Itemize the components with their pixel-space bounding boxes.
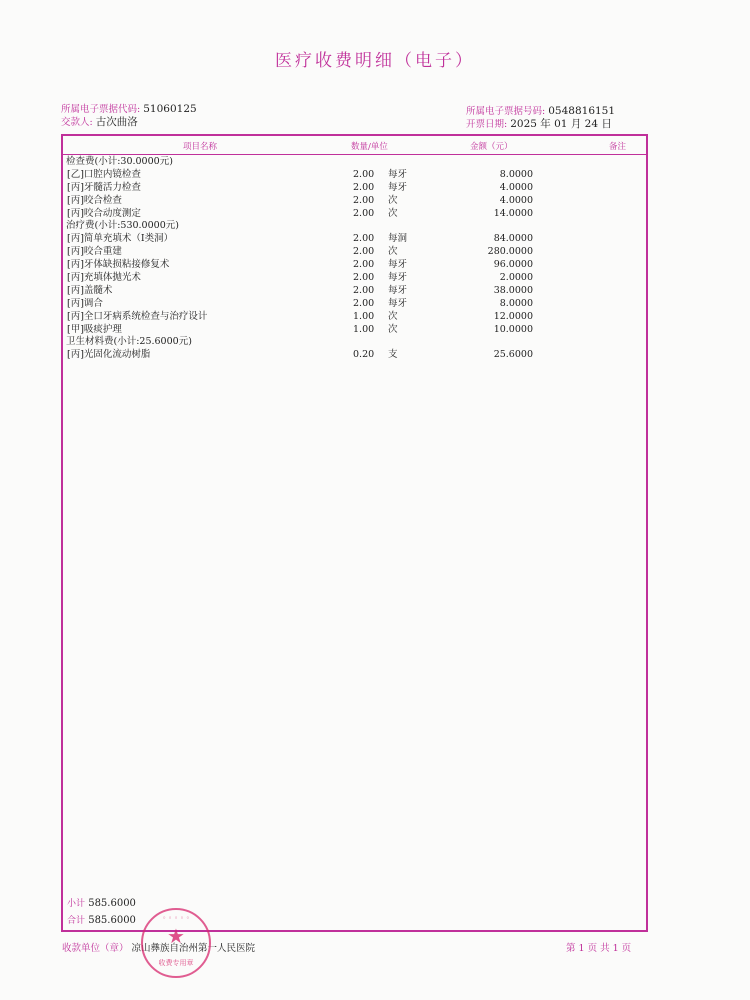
- item-unit: 次: [388, 246, 398, 258]
- item-unit: 次: [388, 194, 398, 206]
- table-row: [63, 169, 646, 182]
- seal-text: 收费专用章: [158, 959, 194, 967]
- item-quantity: 2.00: [353, 168, 375, 180]
- item-unit: 支: [388, 349, 398, 361]
- table-row: [63, 349, 646, 362]
- receipt-code: [61, 101, 197, 115]
- column-amount: 金额（元）: [470, 142, 513, 152]
- item-quantity: 2.00: [353, 259, 375, 271]
- table-row: [63, 246, 646, 259]
- details-table: [61, 134, 648, 932]
- item-name: [丙]咬合重建: [67, 246, 122, 258]
- table-row: [63, 324, 646, 337]
- category-label: 治疗费(小计:530.0000元): [66, 220, 179, 232]
- item-amount: 10.0000: [493, 323, 533, 335]
- payer-value: 古次曲洛: [95, 116, 138, 128]
- grand-total: [67, 913, 136, 926]
- column-note: 备注: [609, 142, 627, 152]
- column-name: 项目名称: [183, 142, 218, 152]
- item-name: [丙]牙体缺损粘接修复术: [67, 259, 170, 271]
- receipt-number-label: 所属电子票据号码:: [466, 106, 546, 117]
- item-unit: 次: [388, 310, 398, 322]
- page-indicator: 第 1 页 共 1 页: [566, 943, 632, 954]
- item-name: [丙]简单充填术（I类洞）: [67, 233, 174, 245]
- table-row: [63, 298, 646, 311]
- document-title: 医疗收费明细（电子）: [275, 51, 475, 71]
- category-row: [63, 156, 646, 169]
- item-name: [丙]牙髓活力检查: [67, 181, 141, 193]
- item-name: [丙]咬合动度测定: [67, 207, 141, 219]
- receipt-number-value: 0548816151: [548, 105, 616, 117]
- item-quantity: 2.00: [353, 233, 375, 245]
- item-quantity: 0.20: [353, 349, 375, 361]
- item-amount: 2.0000: [499, 272, 533, 284]
- item-quantity: 1.00: [353, 323, 375, 335]
- item-name: [甲]吸痰护理: [67, 323, 122, 335]
- item-amount: 8.0000: [499, 297, 533, 309]
- table-row: [63, 182, 646, 195]
- receipt-code-label: 所属电子票据代码:: [61, 104, 141, 115]
- item-amount: 96.0000: [493, 259, 533, 271]
- item-unit: 次: [388, 207, 398, 219]
- table-row: [63, 259, 646, 272]
- receipt-code-value: 51060125: [143, 103, 197, 115]
- category-row: [63, 336, 646, 349]
- item-unit: 每牙: [388, 168, 408, 180]
- payee-value: 凉山彝族自治州第一人民医院: [131, 943, 256, 954]
- item-unit: 次: [388, 323, 398, 335]
- category-row: [63, 220, 646, 233]
- item-quantity: 2.00: [353, 297, 375, 309]
- subtotal-value: 585.6000: [88, 898, 136, 909]
- total-value: 585.6000: [88, 915, 136, 926]
- total-label: 合计: [67, 916, 86, 926]
- payer: [61, 114, 138, 129]
- item-name: [丙]充填体抛光术: [67, 272, 141, 284]
- item-name: [丙]全口牙病系统检查与治疗设计: [67, 310, 208, 322]
- seal-arc-decoration: ◦ ◦ ◦ ◦ ◦: [162, 914, 190, 922]
- star-icon: ★: [167, 924, 185, 948]
- table-row: [63, 208, 646, 221]
- item-unit: 每牙: [388, 297, 408, 309]
- item-quantity: 2.00: [353, 194, 375, 206]
- category-label: 检查费(小计:30.0000元): [66, 156, 173, 167]
- receipt-number: [466, 103, 615, 117]
- item-amount: 4.0000: [499, 194, 533, 206]
- item-amount: 84.0000: [493, 233, 533, 245]
- item-amount: 25.6000: [493, 349, 533, 361]
- item-quantity: 2.00: [353, 181, 375, 193]
- issue-date-value: 2025 年 01 月 24 日: [510, 118, 612, 130]
- issue-date: [466, 116, 612, 131]
- item-quantity: 2.00: [353, 284, 375, 296]
- item-quantity: 2.00: [353, 207, 375, 219]
- table-row: [63, 272, 646, 285]
- issue-date-label: 开票日期:: [466, 119, 508, 130]
- payee-label: 收款单位（章）: [62, 943, 129, 954]
- column-qty-unit: 数量/单位: [351, 142, 388, 152]
- item-name: [丙]光固化流动树脂: [67, 349, 151, 361]
- item-name: [丙]咬合检查: [67, 194, 122, 206]
- hospital-seal: [141, 908, 211, 978]
- item-amount: 4.0000: [499, 181, 533, 193]
- item-amount: 280.0000: [487, 246, 533, 258]
- item-unit: 每洞: [388, 233, 408, 245]
- item-unit: 每牙: [388, 181, 408, 193]
- payer-label: 交款人:: [61, 117, 93, 128]
- table-row: [63, 285, 646, 298]
- subtotal: [67, 896, 136, 909]
- item-name: [乙]口腔内镜检查: [67, 168, 141, 180]
- subtotal-label: 小计: [67, 899, 86, 909]
- item-name: [丙]调合: [67, 297, 103, 309]
- item-amount: 14.0000: [493, 207, 533, 219]
- item-unit: 每牙: [388, 272, 408, 284]
- table-row: [63, 195, 646, 208]
- item-unit: 每牙: [388, 284, 408, 296]
- table-header: [63, 136, 646, 155]
- item-quantity: 2.00: [353, 272, 375, 284]
- item-quantity: 1.00: [353, 310, 375, 322]
- table-body: [63, 156, 646, 362]
- table-row: [63, 233, 646, 246]
- item-amount: 38.0000: [493, 284, 533, 296]
- category-label: 卫生材料费(小计:25.6000元): [66, 336, 192, 348]
- item-quantity: 2.00: [353, 246, 375, 258]
- item-amount: 12.0000: [493, 310, 533, 322]
- item-amount: 8.0000: [499, 168, 533, 180]
- item-name: [丙]盖髓术: [67, 284, 113, 296]
- table-row: [63, 311, 646, 324]
- item-unit: 每牙: [388, 259, 408, 271]
